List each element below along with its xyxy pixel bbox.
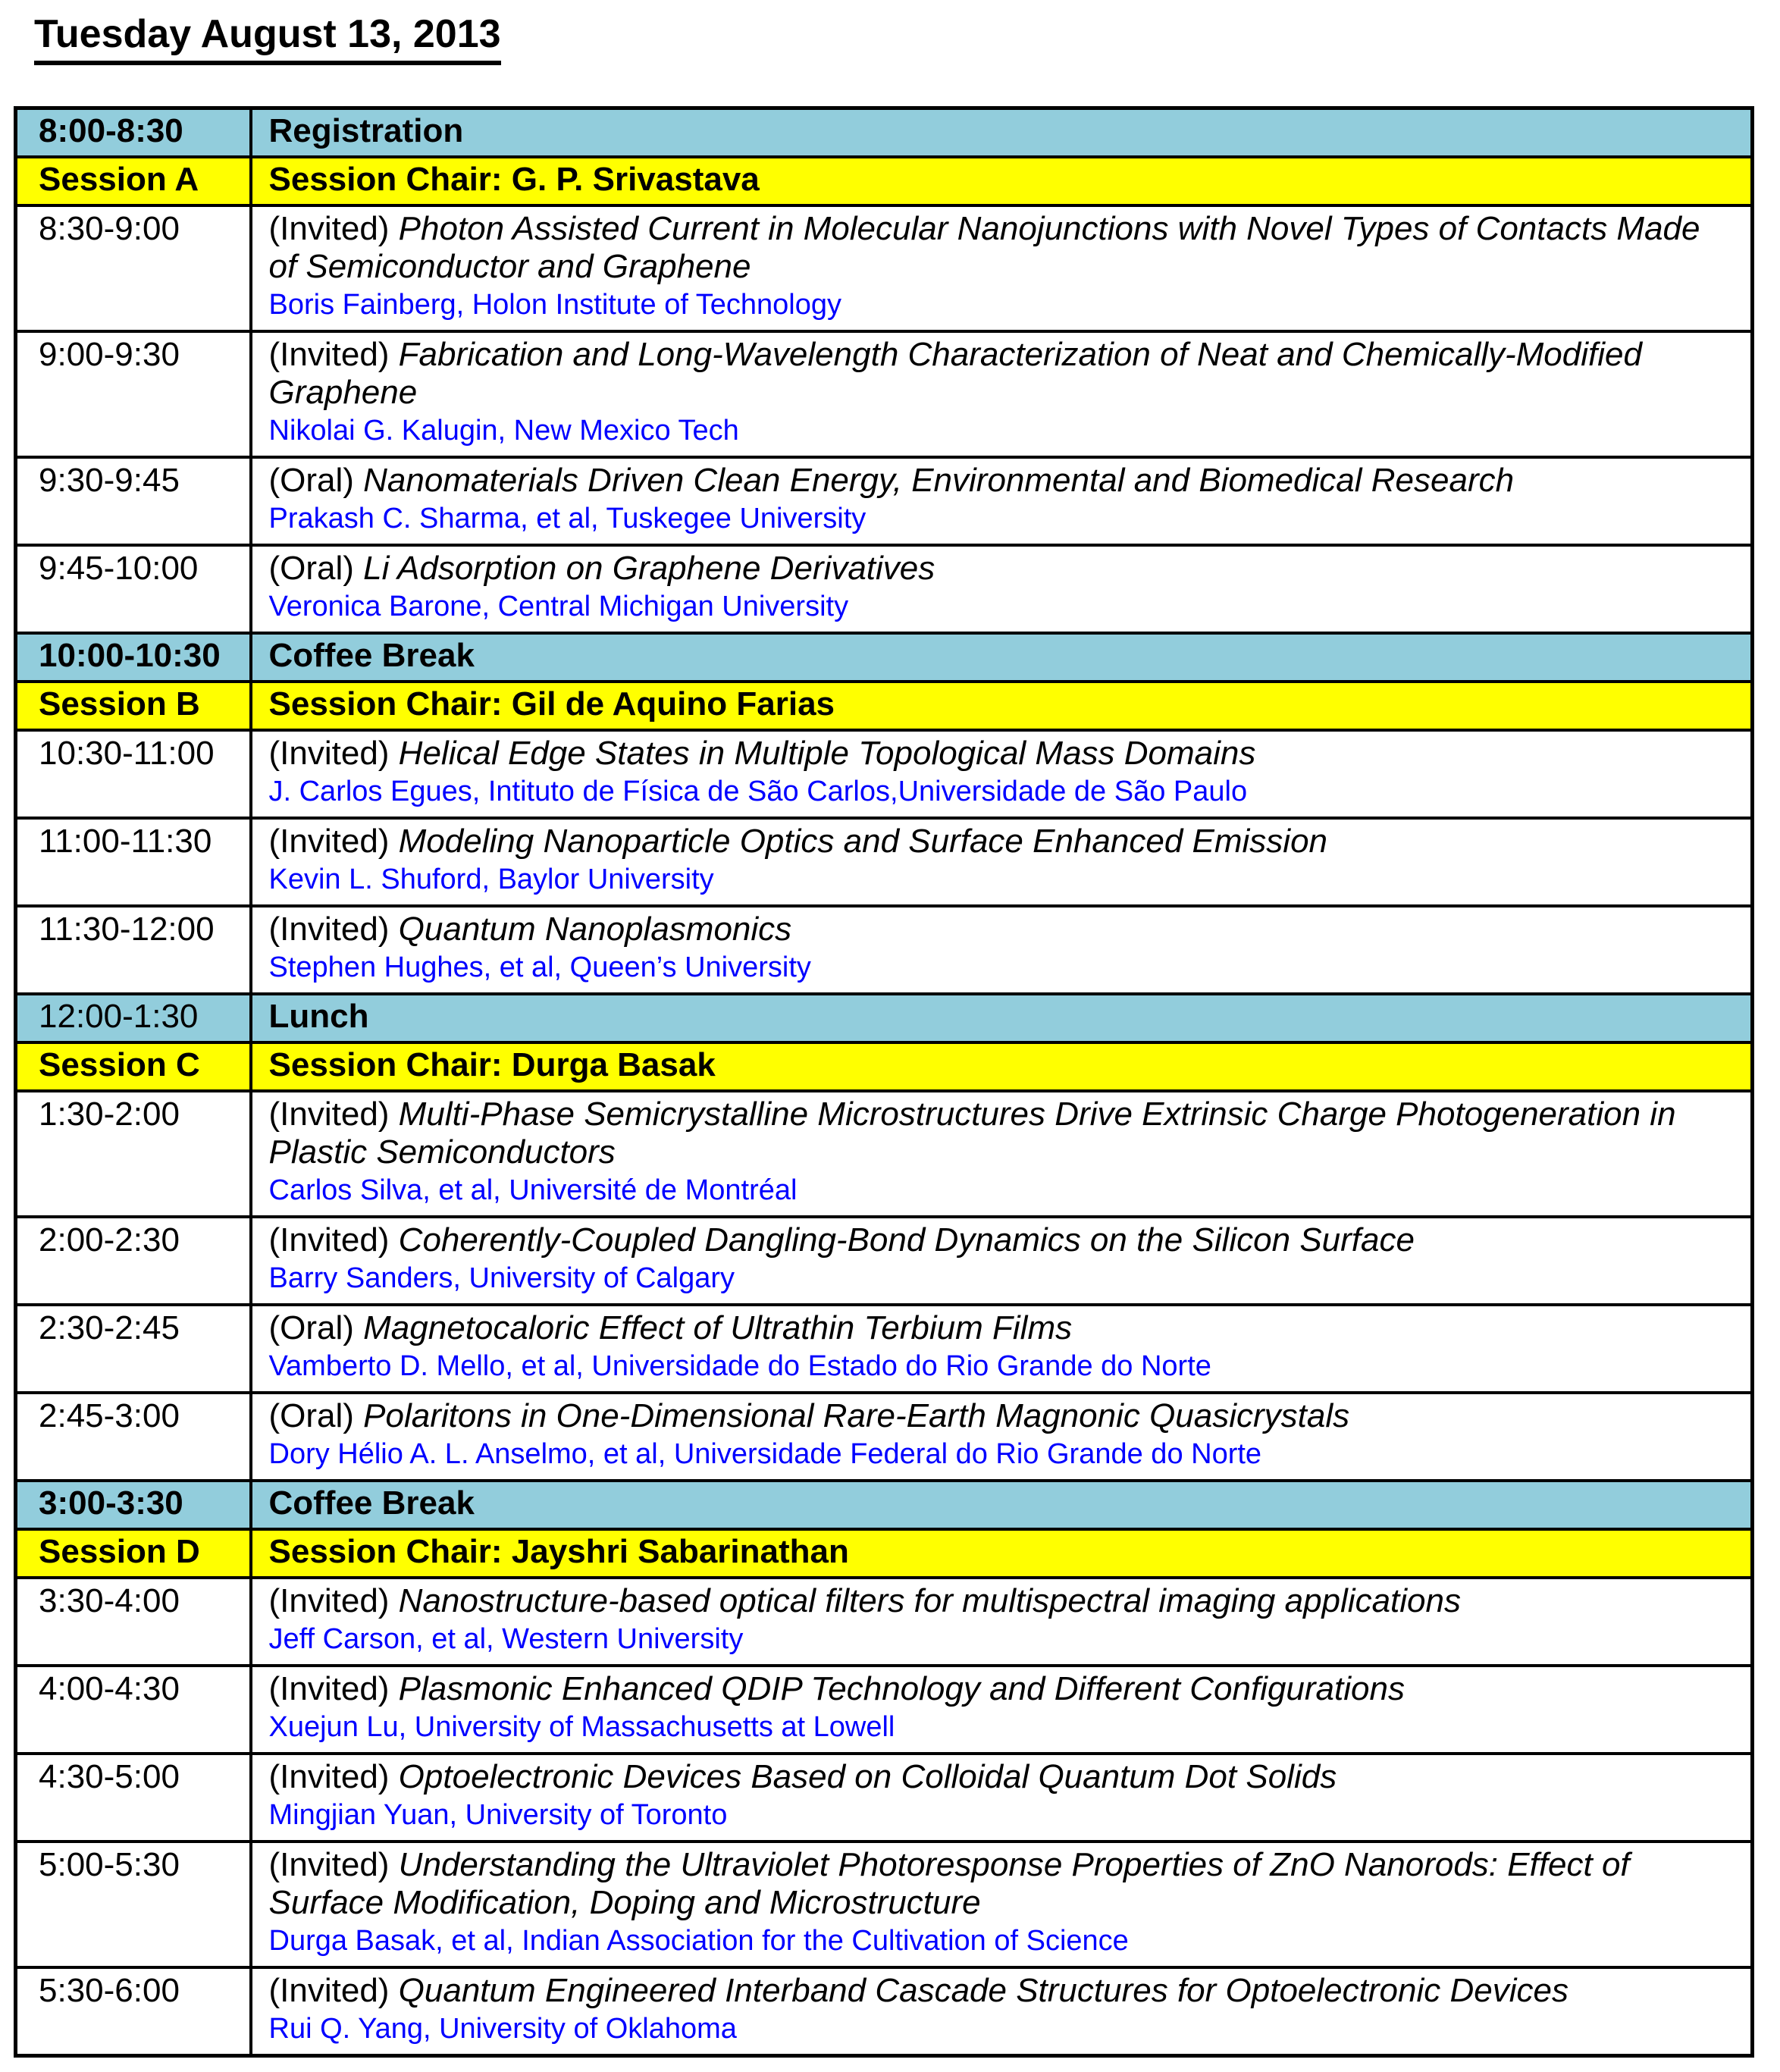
time-cell: Session C bbox=[16, 1042, 251, 1091]
session-row bbox=[16, 157, 1753, 205]
time-cell: 4:00-4:30 bbox=[16, 1666, 251, 1754]
row-label-cell: Session Chair: G. P. Srivastava bbox=[251, 157, 1753, 205]
talk-title-text: Li Adsorption on Graphene Derivatives bbox=[363, 550, 935, 587]
talk-authors: Nikolai G. Kalugin, New Mexico Tech bbox=[268, 415, 739, 447]
talk-title bbox=[269, 1221, 1733, 1259]
talk-kind: (Oral) bbox=[268, 462, 364, 499]
talk-title-text: Understanding the Ultraviolet Photoresponse Properties of ZnO Nanorods: Effect of Surface Modification, Doping and Microstructure bbox=[268, 1846, 1630, 1921]
talk-row bbox=[16, 818, 1753, 906]
talk-cell bbox=[251, 730, 1753, 818]
row-label-cell: Session Chair: Gil de Aquino Farias bbox=[251, 682, 1753, 730]
talk-title bbox=[269, 823, 1733, 860]
talk-row bbox=[16, 457, 1753, 545]
talk-title-text: Quantum Engineered Interband Cascade Structures for Optoelectronic Devices bbox=[398, 1972, 1568, 2009]
talk-cell bbox=[251, 1842, 1753, 1967]
talk-cell bbox=[251, 545, 1753, 633]
talk-kind: (Invited) bbox=[268, 1582, 399, 1619]
page-title: Tuesday August 13, 2013 bbox=[34, 11, 501, 65]
talk-row bbox=[16, 730, 1753, 818]
time-cell: 11:00-11:30 bbox=[16, 818, 251, 906]
time-cell: 1:30-2:00 bbox=[16, 1091, 251, 1217]
talk-title bbox=[269, 911, 1733, 948]
talk-title-text: Photon Assisted Current in Molecular Nanojunctions with Novel Types of Contacts Made of Semiconductor and Graphene bbox=[268, 210, 1700, 285]
talk-cell bbox=[251, 906, 1753, 994]
talk-title-text: Quantum Nanoplasmonics bbox=[398, 911, 792, 948]
talk-authors: J. Carlos Egues, Intituto de Física de São Carlos,Universidade de São Paulo bbox=[268, 776, 1248, 807]
row-label-cell: Session Chair: Jayshri Sabarinathan bbox=[251, 1529, 1753, 1578]
talk-row bbox=[16, 1091, 1753, 1217]
talk-title-text: Fabrication and Long-Wavelength Characterization of Neat and Chemically-Modified Graphene bbox=[268, 336, 1642, 411]
schedule-table bbox=[14, 106, 1754, 2058]
time-cell: 9:45-10:00 bbox=[16, 545, 251, 633]
talk-kind: (Invited) bbox=[268, 1972, 399, 2009]
time-cell: 10:30-11:00 bbox=[16, 730, 251, 818]
talk-authors: Rui Q. Yang, University of Oklahoma bbox=[268, 2013, 737, 2045]
talk-title bbox=[269, 1972, 1733, 2010]
time-cell: 5:30-6:00 bbox=[16, 1967, 251, 2056]
break-row bbox=[16, 1481, 1753, 1529]
talk-title-text: Multi-Phase Semicrystalline Microstructures Drive Extrinsic Charge Photogeneration in Plastic Semiconductors bbox=[268, 1096, 1676, 1171]
row-label-cell: Lunch bbox=[251, 994, 1753, 1042]
talk-title bbox=[269, 1309, 1733, 1347]
talk-authors: Durga Basak, et al, Indian Association for the Cultivation of Science bbox=[268, 1925, 1129, 1957]
talk-authors: Boris Fainberg, Holon Institute of Technology bbox=[268, 289, 842, 321]
time-cell: 9:00-9:30 bbox=[16, 331, 251, 457]
talk-cell bbox=[251, 1091, 1753, 1217]
talk-kind: (Invited) bbox=[268, 823, 399, 860]
talk-authors: Carlos Silva, et al, Université de Montréal bbox=[268, 1174, 798, 1206]
talk-authors: Kevin L. Shuford, Baylor University bbox=[268, 864, 714, 895]
time-cell: 3:30-4:00 bbox=[16, 1578, 251, 1666]
talk-title-text: Nanostructure-based optical filters for multispectral imaging applications bbox=[398, 1582, 1461, 1619]
talk-title-text: Nanomaterials Driven Clean Energy, Environmental and Biomedical Research bbox=[363, 462, 1515, 499]
time-cell: 5:00-5:30 bbox=[16, 1842, 251, 1967]
talk-authors: Stephen Hughes, et al, Queen’s University bbox=[268, 951, 811, 983]
talk-cell bbox=[251, 457, 1753, 545]
talk-row bbox=[16, 331, 1753, 457]
break-row bbox=[16, 108, 1753, 158]
talk-authors: Barry Sanders, University of Calgary bbox=[268, 1262, 735, 1294]
talk-title-text: Polaritons in One-Dimensional Rare-Earth Magnonic Quasicrystals bbox=[363, 1397, 1350, 1434]
talk-cell bbox=[251, 1967, 1753, 2056]
talk-title bbox=[269, 1758, 1733, 1796]
talk-kind: (Invited) bbox=[268, 911, 399, 948]
talk-title bbox=[269, 336, 1733, 412]
time-cell: 10:00-10:30 bbox=[16, 633, 251, 682]
talk-authors: Xuejun Lu, University of Massachusetts at Lowell bbox=[268, 1711, 895, 1743]
session-row bbox=[16, 1042, 1753, 1091]
talk-title bbox=[269, 462, 1733, 500]
talk-title bbox=[269, 1670, 1733, 1708]
time-cell: Session D bbox=[16, 1529, 251, 1578]
talk-title-text: Modeling Nanoparticle Optics and Surface Enhanced Emission bbox=[398, 823, 1328, 860]
talk-cell bbox=[251, 1754, 1753, 1842]
talk-kind: (Invited) bbox=[268, 1846, 399, 1883]
talk-title bbox=[269, 210, 1733, 286]
talk-authors: Dory Hélio A. L. Anselmo, et al, Universidade Federal do Rio Grande do Norte bbox=[268, 1438, 1262, 1470]
talk-cell bbox=[251, 1217, 1753, 1305]
talk-kind: (Invited) bbox=[268, 1670, 399, 1707]
talk-row bbox=[16, 1305, 1753, 1393]
talk-title-text: Plasmonic Enhanced QDIP Technology and Different Configurations bbox=[398, 1670, 1405, 1707]
talk-cell bbox=[251, 1305, 1753, 1393]
talk-row bbox=[16, 1754, 1753, 1842]
session-row bbox=[16, 682, 1753, 730]
talk-row bbox=[16, 1666, 1753, 1754]
talk-title-text: Optoelectronic Devices Based on Colloidal Quantum Dot Solids bbox=[398, 1758, 1337, 1795]
talk-kind: (Invited) bbox=[268, 336, 399, 373]
time-cell: 8:00-8:30 bbox=[16, 108, 251, 158]
talk-title bbox=[269, 1397, 1733, 1435]
time-cell: 4:30-5:00 bbox=[16, 1754, 251, 1842]
talk-row bbox=[16, 1393, 1753, 1481]
time-cell: Session A bbox=[16, 157, 251, 205]
talk-title-text: Magnetocaloric Effect of Ultrathin Terbium Films bbox=[363, 1309, 1073, 1346]
talk-title-text: Helical Edge States in Multiple Topological Mass Domains bbox=[398, 735, 1256, 772]
row-label-cell: Session Chair: Durga Basak bbox=[251, 1042, 1753, 1091]
talk-cell bbox=[251, 205, 1753, 331]
talk-kind: (Invited) bbox=[268, 735, 399, 772]
talk-row bbox=[16, 1217, 1753, 1305]
talk-cell bbox=[251, 1578, 1753, 1666]
talk-row bbox=[16, 1842, 1753, 1967]
row-label-cell: Registration bbox=[251, 108, 1753, 158]
talk-kind: (Invited) bbox=[268, 210, 399, 247]
talk-row bbox=[16, 205, 1753, 331]
talk-title bbox=[269, 1846, 1733, 1922]
talk-authors: Vamberto D. Mello, et al, Universidade do Estado do Rio Grande do Norte bbox=[268, 1350, 1211, 1382]
talk-title-text: Coherently-Coupled Dangling-Bond Dynamics on the Silicon Surface bbox=[398, 1221, 1415, 1259]
talk-authors: Veronica Barone, Central Michigan University bbox=[268, 591, 849, 622]
talk-authors: Prakash C. Sharma, et al, Tuskegee University bbox=[268, 503, 866, 534]
time-cell: 12:00-1:30 bbox=[16, 994, 251, 1042]
talk-authors: Mingjian Yuan, University of Toronto bbox=[268, 1799, 728, 1831]
talk-authors: Jeff Carson, et al, Western University bbox=[268, 1623, 744, 1655]
talk-cell bbox=[251, 1666, 1753, 1754]
talk-kind: (Oral) bbox=[268, 1397, 364, 1434]
talk-row bbox=[16, 906, 1753, 994]
talk-title bbox=[269, 1096, 1733, 1171]
talk-row bbox=[16, 545, 1753, 633]
talk-kind: (Invited) bbox=[268, 1096, 399, 1133]
talk-title bbox=[269, 735, 1733, 773]
talk-title bbox=[269, 1582, 1733, 1620]
talk-kind: (Oral) bbox=[268, 550, 364, 587]
time-cell: 2:45-3:00 bbox=[16, 1393, 251, 1481]
talk-kind: (Oral) bbox=[268, 1309, 364, 1346]
time-cell: 9:30-9:45 bbox=[16, 457, 251, 545]
break-row bbox=[16, 994, 1753, 1042]
time-cell: 2:30-2:45 bbox=[16, 1305, 251, 1393]
talk-kind: (Invited) bbox=[268, 1221, 399, 1259]
talk-row bbox=[16, 1578, 1753, 1666]
row-label-cell: Coffee Break bbox=[251, 633, 1753, 682]
talk-title bbox=[269, 550, 1733, 588]
time-cell: 8:30-9:00 bbox=[16, 205, 251, 331]
schedule-table-body bbox=[16, 108, 1753, 2056]
time-cell: Session B bbox=[16, 682, 251, 730]
session-row bbox=[16, 1529, 1753, 1578]
talk-cell bbox=[251, 818, 1753, 906]
talk-kind: (Invited) bbox=[268, 1758, 399, 1795]
break-row bbox=[16, 633, 1753, 682]
talk-row bbox=[16, 1967, 1753, 2056]
time-cell: 3:00-3:30 bbox=[16, 1481, 251, 1529]
talk-cell bbox=[251, 331, 1753, 457]
row-label-cell: Coffee Break bbox=[251, 1481, 1753, 1529]
talk-cell bbox=[251, 1393, 1753, 1481]
time-cell: 11:30-12:00 bbox=[16, 906, 251, 994]
time-cell: 2:00-2:30 bbox=[16, 1217, 251, 1305]
